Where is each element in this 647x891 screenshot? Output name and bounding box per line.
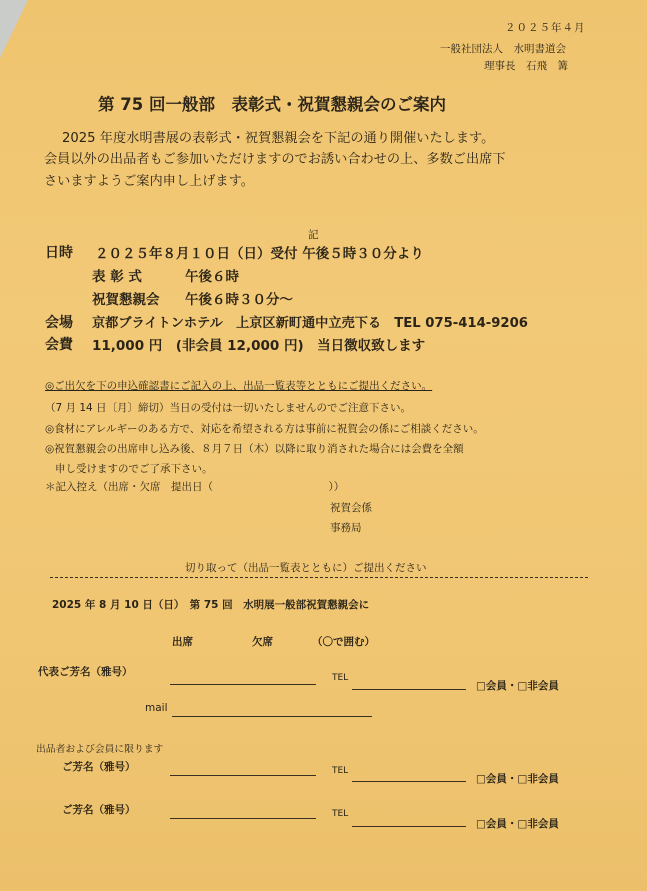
- name-label-1: ご芳名（雅号）: [62, 761, 136, 773]
- chairman: 理事長 石飛 篝: [484, 60, 568, 72]
- contact-office: 事務局: [330, 522, 362, 534]
- fee-label: 会費: [45, 337, 73, 353]
- party-time: 午後６時３０分～: [185, 292, 293, 308]
- rep-name-field[interactable]: [170, 684, 316, 685]
- date-label: 日時: [45, 245, 73, 261]
- form-heading: 2025 年 8 月 10 日（日） 第 75 回 水明展一般部祝賀懇親会に: [52, 599, 370, 611]
- note-3: ◎食材にアレルギーのある方で、対応を希望される方は事前に祝賀会の係にご相談ください。: [45, 423, 484, 435]
- tel-field-1[interactable]: [352, 781, 466, 782]
- circle-instruction: （〇で囲む）: [312, 636, 375, 648]
- party-label: 祝賀懇親会: [92, 292, 160, 308]
- tel-label-2: TEL: [332, 809, 349, 819]
- intro-line-1: 2025 年度水明書展の表彰式・祝賀懇親会を下記の通り開催いたします。: [62, 131, 495, 146]
- memo-line: ＊記入控え（出席・欠席 提出日（ ））: [45, 481, 345, 493]
- rep-tel-label: TEL: [332, 673, 349, 683]
- rep-tel-field[interactable]: [352, 689, 466, 690]
- organization: 一般社団法人 水明書道会: [440, 43, 566, 55]
- mail-label: mail: [145, 702, 168, 714]
- intro-line-3: さいますようご案内申し上げます。: [44, 174, 254, 189]
- ceremony-label: 表 彰 式: [92, 269, 142, 285]
- rep-name-label: 代表ご芳名（雅号）: [38, 666, 133, 678]
- venue-value: 京都ブライトンホテル 上京区新町通中立売下る TEL 075-414-9206: [92, 316, 528, 331]
- member-choice-1[interactable]: □会員・□非会員: [476, 773, 559, 785]
- tel-field-2[interactable]: [352, 826, 466, 827]
- exhibitors-note: 出品者および会員に限ります: [36, 744, 164, 755]
- page-title: 第 75 回一般部 表彰式・祝賀懇親会のご案内: [98, 95, 446, 114]
- rep-member-choice[interactable]: □会員・□非会員: [476, 680, 559, 692]
- cut-line: [50, 577, 588, 578]
- fee-value: 11,000 円 (非会員 12,000 円) 当日徴収致します: [92, 338, 426, 354]
- attend-option[interactable]: 出席: [172, 636, 193, 648]
- name-field-2[interactable]: [170, 818, 316, 819]
- note-2: （7 月 14 日〔月〕締切）当日の受付は一切いたしませんのでご注意下さい。: [45, 402, 412, 414]
- note-4: ◎祝賀懇親会の出席申し込み後、８月７日（木）以降に取り消された場合には会費を全額: [45, 443, 464, 455]
- absent-option[interactable]: 欠席: [252, 636, 273, 648]
- member-choice-2[interactable]: □会員・□非会員: [476, 818, 559, 830]
- name-field-1[interactable]: [170, 775, 316, 776]
- issue-date: ２０２５年４月: [505, 22, 586, 34]
- tel-label-1: TEL: [332, 766, 349, 776]
- note-1: ◎ご出欠を下の申込確認書にご記入の上、出品一覧表等とともにご提出ください。: [45, 380, 433, 392]
- ki-mark: 記: [308, 229, 319, 241]
- intro-line-2: 会員以外の出品者もご参加いただけますのでお誘い合わせの上、多数ご出席下: [44, 152, 506, 167]
- cut-instruction: 切り取って（出品一覧表とともに）ご提出ください: [185, 562, 427, 574]
- name-label-2: ご芳名（雅号）: [62, 804, 136, 816]
- mail-field[interactable]: [172, 716, 372, 717]
- venue-label: 会場: [45, 315, 73, 331]
- ceremony-time: 午後６時: [185, 269, 239, 285]
- note-5: 申し受けますのでご了承下さい。: [55, 463, 213, 475]
- contact-section: 祝賀会係: [330, 502, 372, 514]
- date-value: ２０２５年８月１０日（日）受付 午後５時３０分より: [95, 246, 424, 262]
